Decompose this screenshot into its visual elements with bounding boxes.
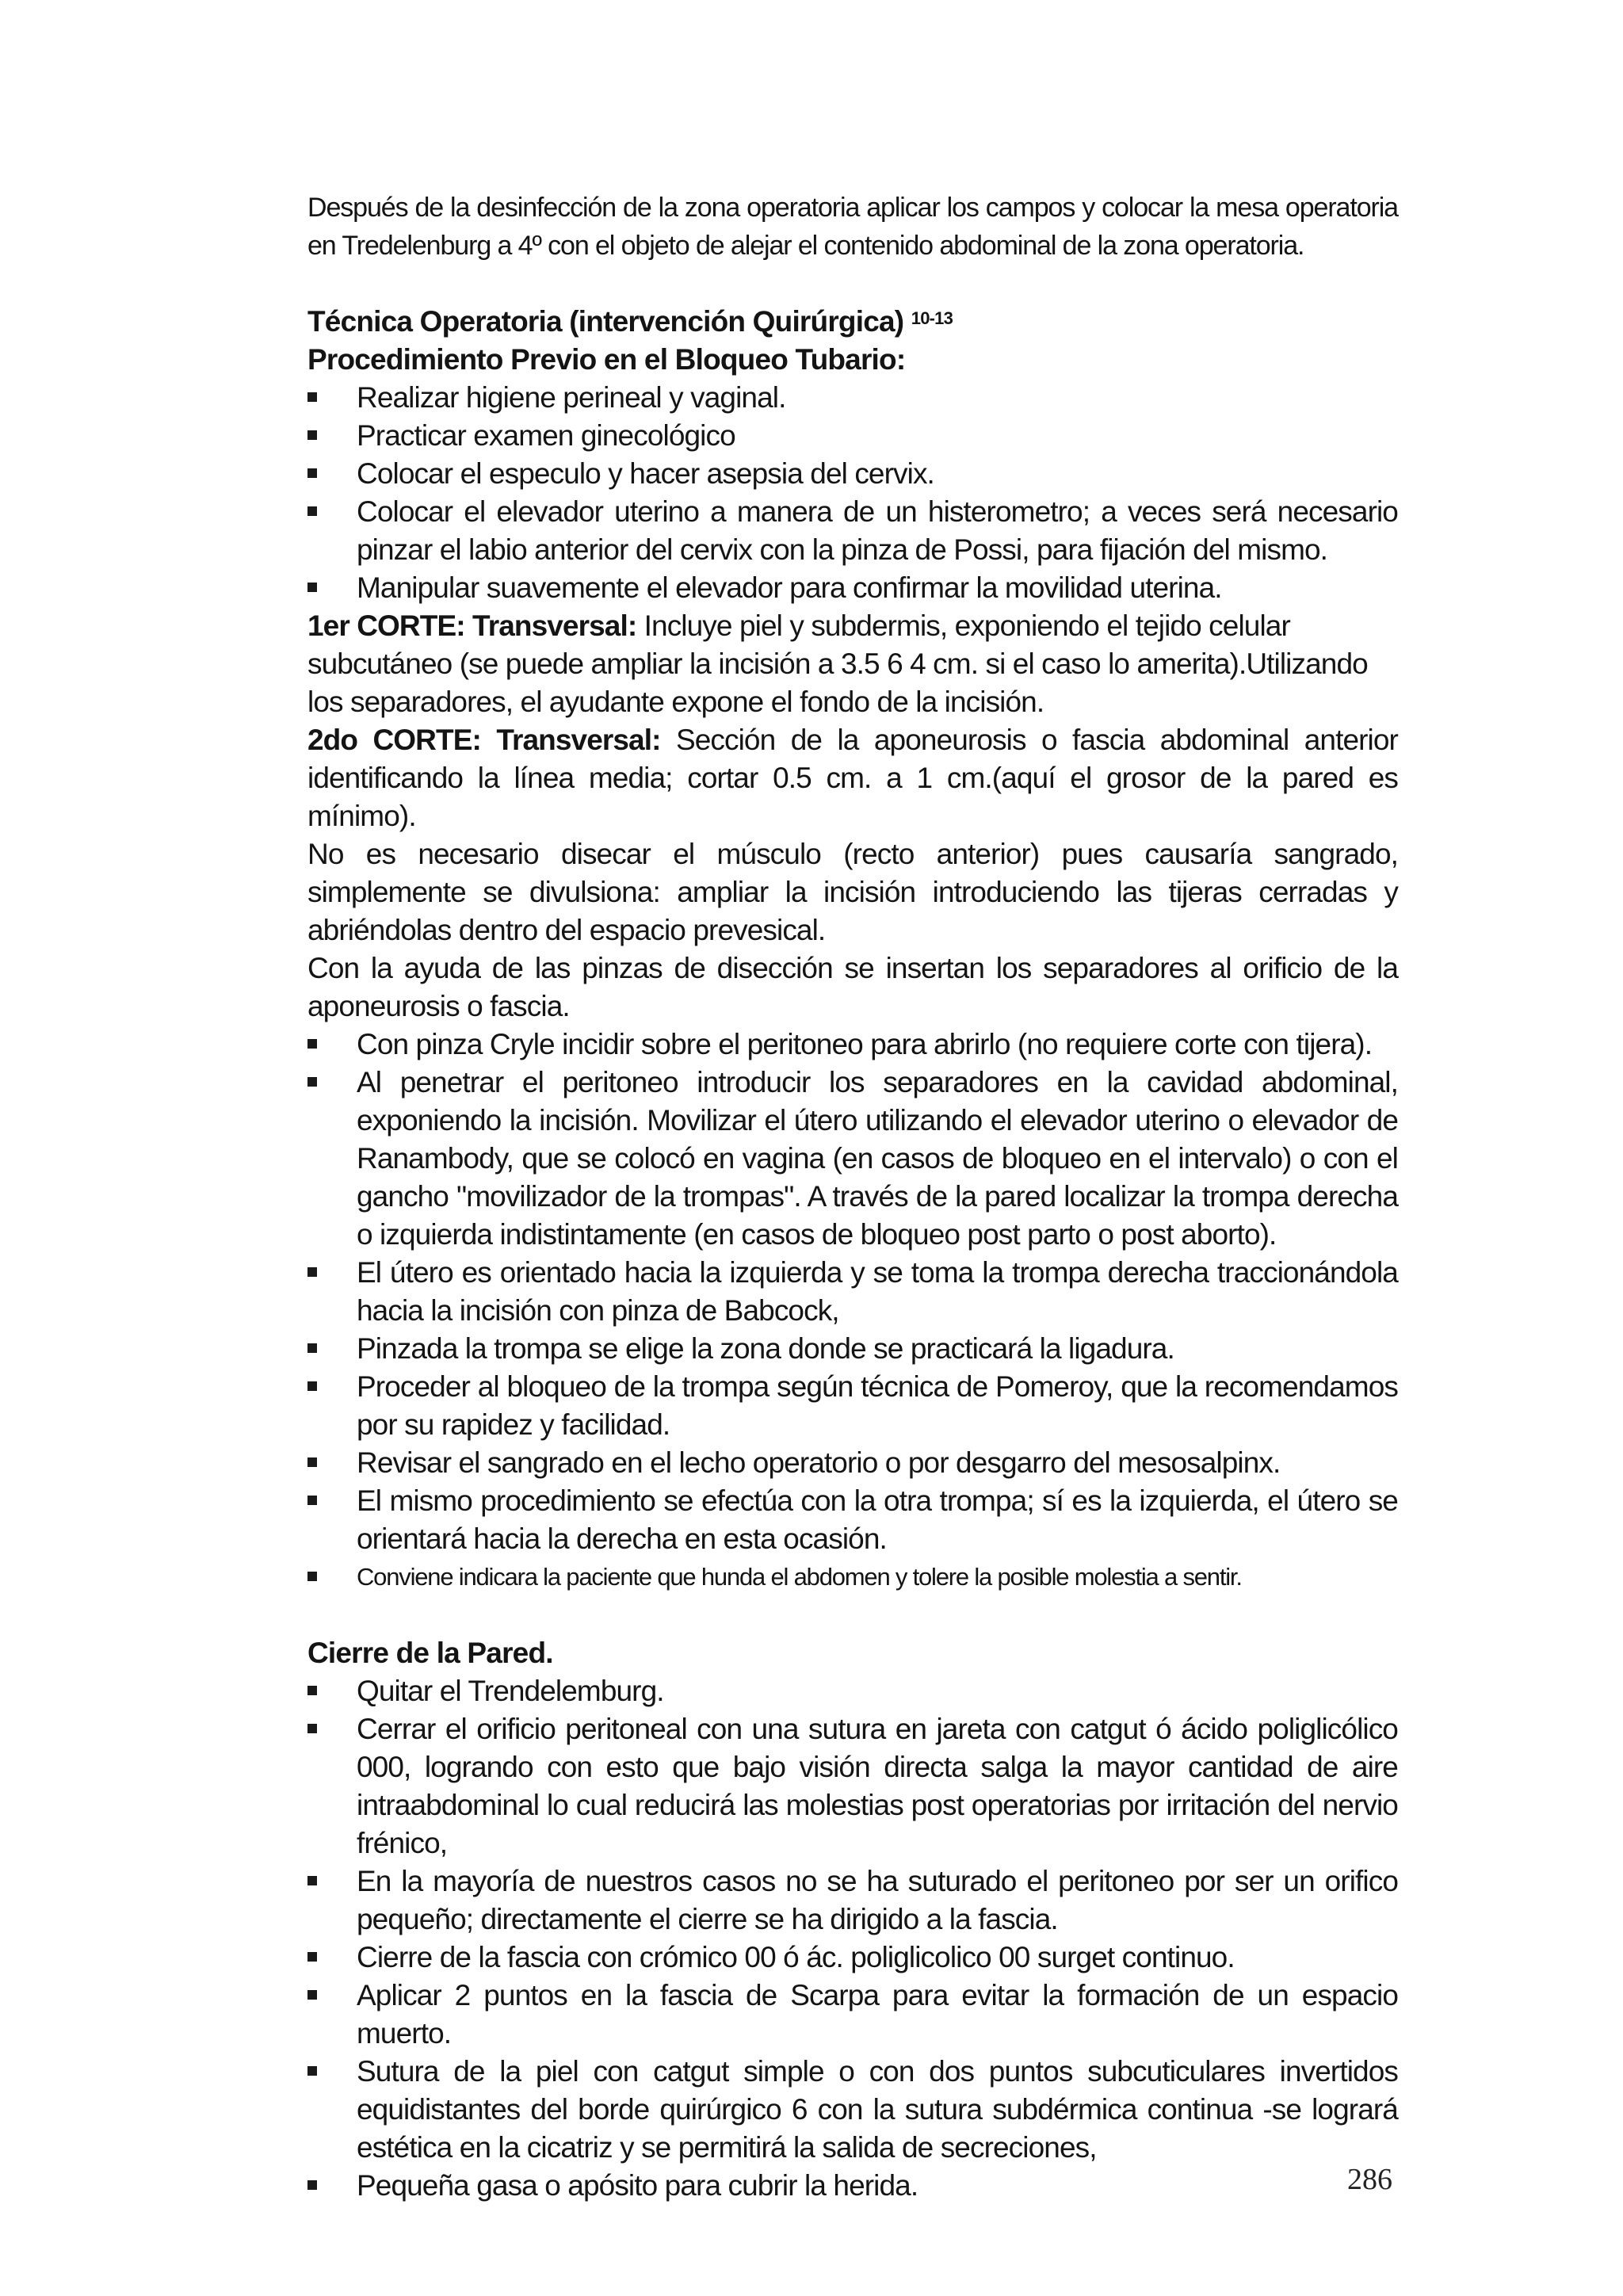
list-item <box>307 1710 1398 1862</box>
square-bullet-icon <box>307 1952 317 1962</box>
square-bullet-icon <box>307 1077 317 1087</box>
list-item <box>307 2167 1398 2205</box>
square-bullet-icon <box>307 430 317 440</box>
square-bullet-icon <box>307 1876 317 1885</box>
square-bullet-icon <box>307 468 317 478</box>
list-item <box>307 1862 1398 1939</box>
list-item <box>307 1064 1398 1254</box>
list-item-text: Quitar el Trendelemburg. <box>357 1675 664 1707</box>
intro-paragraph: Después de la desinfección de la zona operatoria aplicar los campos y colocar la mesa operatoria en Tredelenburg a 4º con el objeto de alejar el contenido abdominal de la zona operatoria. <box>307 193 1398 261</box>
second-cut-text: Sección de la aponeurosis o fascia abdominal anterior identificando la línea media; cortar 0.5 cm. a 1 cm.(aquí el grosor de la pared es mínimo). <box>307 724 1398 832</box>
list-item <box>307 493 1398 569</box>
list-item-text: Pinzada la trompa se elige la zona donde se practicará la ligadura. <box>357 1332 1174 1365</box>
reference-superscript: 10-13 <box>911 308 953 328</box>
square-bullet-icon <box>307 1990 317 2000</box>
list-item-text: Al penetrar el peritoneo introducir los separadores en la cavidad abdominal, exponiendo la incisión. Movilizar el útero utilizando el elevador uterino o elevador de Ranambody, que se colocó en vagina (en casos de bloqueo en el intervalo) o con el gancho "movilizador de la trompas". A través de la pared localizar la trompa derecha o izquierda indistintamente (en casos de bloqueo post parto o post aborto). <box>357 1066 1398 1251</box>
list-item <box>307 1330 1398 1368</box>
second-cut-label: 2do CORTE: Transversal: <box>307 724 661 756</box>
cierre-pared-list <box>307 1672 1398 2205</box>
list-item-text: En la mayoría de nuestros casos no se ha suturado el peritoneo por ser un orifico pequeño; directamente el cierre se ha dirigido a la fascia. <box>357 1865 1398 1935</box>
square-bullet-icon <box>307 1572 317 1581</box>
list-item-text: Revisar el sangrado en el lecho operatorio o por desgarro del mesosalpinx. <box>357 1446 1281 1479</box>
list-item-text: Realizar higiene perineal y vaginal. <box>357 381 786 414</box>
list-item <box>307 2053 1398 2167</box>
peritoneo-list <box>307 1026 1398 1596</box>
list-item <box>307 1672 1398 1710</box>
square-bullet-icon <box>307 2180 317 2190</box>
section-subtitle-procedimiento-previo: Procedimiento Previo en el Bloqueo Tubario: <box>307 343 906 376</box>
list-item <box>307 1939 1398 1977</box>
first-cut-paragraph <box>307 607 1398 721</box>
document-page <box>307 189 1398 2205</box>
list-item <box>307 417 1398 455</box>
list-item-text: Sutura de la piel con catgut simple o con dos puntos subcuticulares invertidos equidistantes del borde quirúrgico 6 con la sutura subdérmica continua -se logrará estética en la cicatriz y se permitirá la salida de secreciones, <box>357 2055 1398 2164</box>
list-item-text: Con pinza Cryle incidir sobre el peritoneo para abrirlo (no requiere corte con tijera). <box>357 1028 1373 1060</box>
square-bullet-icon <box>307 1686 317 1695</box>
section-title-text: Técnica Operatoria (intervención Quirúrgica) <box>307 305 911 338</box>
list-item-text: Colocar el elevador uterino a manera de un histerometro; a veces será necesario pinzar el labio anterior del cervix con la pinza de Possi, para fijación del mismo. <box>357 495 1398 566</box>
square-bullet-icon <box>307 583 317 592</box>
list-item-text: Proceder al bloqueo de la trompa según técnica de Pomeroy, que la recomendamos por su rapidez y facilidad. <box>357 1370 1398 1441</box>
pinzas-paragraph: Con la ayuda de las pinzas de disección se insertan los separadores al orificio de la aponeurosis o fascia. <box>307 952 1398 1022</box>
list-item <box>307 1977 1398 2053</box>
square-bullet-icon <box>307 392 317 402</box>
square-bullet-icon <box>307 1457 317 1467</box>
list-item-text: Pequeña gasa o apósito para cubrir la herida. <box>357 2169 918 2202</box>
spacer <box>307 1596 1398 1634</box>
list-item <box>307 1482 1398 1558</box>
square-bullet-icon <box>307 1267 317 1277</box>
list-item-text: Manipular suavemente el elevador para confirmar la movilidad uterina. <box>357 571 1222 604</box>
square-bullet-icon <box>307 506 317 516</box>
spacer <box>307 265 1398 303</box>
square-bullet-icon <box>307 1343 317 1353</box>
list-item-text: Aplicar 2 puntos en la fascia de Scarpa para evitar la formación de un espacio muerto. <box>357 1979 1398 2050</box>
list-item <box>307 1444 1398 1482</box>
list-item <box>307 379 1398 417</box>
list-item-text: Cierre de la fascia con crómico 00 ó ác. poliglicolico 00 surget continuo. <box>357 1941 1235 1973</box>
muscle-paragraph: No es necesario disecar el músculo (recto anterior) pues causaría sangrado, simplemente se divulsiona: ampliar la incisión introduciendo las tijeras cerradas y abriéndolas dentro del espacio prevesical. <box>307 838 1398 946</box>
square-bullet-icon <box>307 1724 317 1733</box>
list-item <box>307 1368 1398 1444</box>
first-cut-text: Incluye piel y subdermis, exponiendo el tejido celular subcutáneo (se puede ampliar la incisión a 3.5 6 4 cm. si el caso lo amerita).Utilizando los separadores, el ayudante expone el fondo de la incisión. <box>307 609 1368 718</box>
list-item-text: El útero es orientado hacia la izquierda y se toma la trompa derecha traccionándola hacia la incisión con pinza de Babcock, <box>357 1256 1398 1327</box>
list-item-text: El mismo procedimiento se efectúa con la otra trompa; sí es la izquierda, el útero se orientará hacia la derecha en esta ocasión. <box>357 1484 1398 1555</box>
list-item <box>307 569 1398 607</box>
section-title-tecnica-operatoria <box>307 303 1398 341</box>
list-item-text: Practicar examen ginecológico <box>357 419 735 452</box>
square-bullet-icon <box>307 1381 317 1391</box>
list-item-text: Colocar el especulo y hacer asepsia del cervix. <box>357 457 934 490</box>
section-title-cierre-pared: Cierre de la Pared. <box>307 1637 553 1669</box>
square-bullet-icon <box>307 1039 317 1049</box>
list-item-text: Cerrar el orificio peritoneal con una sutura en jareta con catgut ó ácido poliglicólico 000, logrando con esto que bajo visión directa salga la mayor cantidad de aire intraabdominal lo cual reducirá las molestias post operatorias por irritación del nervio frénico, <box>357 1713 1398 1859</box>
list-item <box>307 1254 1398 1330</box>
procedimiento-previo-list <box>307 379 1398 607</box>
square-bullet-icon <box>307 2066 317 2076</box>
first-cut-label: 1er CORTE: Transversal: <box>307 609 637 642</box>
list-item <box>307 455 1398 493</box>
second-cut-paragraph <box>307 721 1398 835</box>
list-item <box>307 1558 1398 1596</box>
square-bullet-icon <box>307 1496 317 1505</box>
page-number: 286 <box>1347 2163 1392 2196</box>
list-item-text: Conviene indicara la paciente que hunda el abdomen y tolere la posible molestia a sentir. <box>357 1563 1242 1591</box>
list-item <box>307 1026 1398 1064</box>
